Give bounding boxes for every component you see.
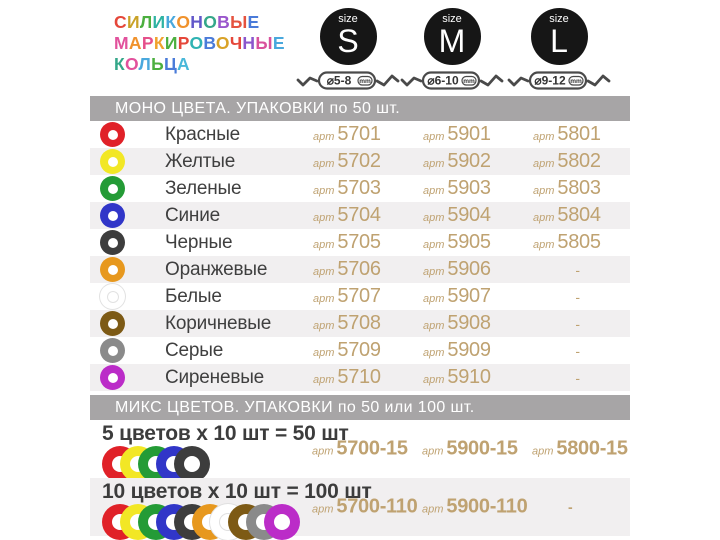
article-number: 5904 — [447, 204, 491, 226]
article-prefix: арт — [423, 239, 445, 251]
diameter-range-label: ⌀5-8 — [326, 73, 352, 88]
article-prefix: арт — [533, 212, 555, 224]
article-prefix: арт — [313, 320, 335, 332]
ring-cell — [90, 203, 165, 228]
article-number: 5706 — [337, 258, 381, 280]
mix-row-title: 5 цветов x 10 шт = 50 шт — [102, 422, 349, 445]
article-cell-size-m — [415, 285, 525, 308]
article-cell-size-m — [415, 231, 525, 254]
article-prefix: арт — [312, 503, 334, 516]
table-row — [90, 364, 630, 391]
color-ring-icon — [100, 176, 125, 201]
article-cell-size-m — [422, 496, 532, 519]
size-circle-icon — [531, 8, 588, 65]
color-ring-icon — [100, 311, 125, 336]
article-cell-size-l — [525, 262, 630, 278]
article-prefix: арт — [423, 185, 445, 197]
size-word-label: size — [338, 13, 358, 25]
article-number: 5910 — [447, 366, 491, 388]
article-number: 5700-110 — [336, 495, 418, 518]
article-cell-size-l — [568, 499, 673, 515]
article-cell-size-s — [305, 366, 415, 389]
article-prefix: арт — [313, 239, 335, 251]
color-ring-icon — [174, 446, 210, 482]
article-number: 5707 — [337, 285, 381, 307]
mix-row — [90, 478, 630, 536]
color-name: Желтые — [165, 150, 236, 172]
article-prefix: арт — [313, 293, 335, 305]
article-number: 5703 — [337, 177, 381, 199]
article-number: 5905 — [447, 231, 491, 253]
color-name: Серые — [165, 339, 224, 361]
article-cell-size-s — [312, 496, 422, 519]
article-number: 5802 — [557, 150, 601, 172]
color-ring-icon — [100, 203, 125, 228]
size-letter-label: S — [337, 23, 359, 59]
article-number: - — [575, 369, 580, 386]
article-prefix: арт — [533, 185, 555, 197]
article-prefix: арт — [423, 158, 445, 170]
table-row — [90, 337, 630, 364]
size-circle-icon — [320, 8, 377, 65]
article-prefix: арт — [423, 320, 445, 332]
article-number: 5902 — [447, 150, 491, 172]
article-number: 5803 — [557, 177, 601, 199]
ring-cell — [90, 230, 165, 255]
size-letter-label: M — [438, 23, 466, 59]
mix-row — [90, 420, 630, 478]
color-name: Синие — [165, 204, 221, 226]
article-cell-size-l — [525, 343, 630, 359]
article-number: 5903 — [447, 177, 491, 199]
article-cell-size-m — [415, 177, 525, 200]
diameter-range-label: ⌀6-10 — [427, 73, 459, 88]
article-prefix: арт — [423, 266, 445, 278]
article-cell-size-l — [525, 231, 630, 254]
article-prefix: арт — [313, 212, 335, 224]
color-ring-icon — [264, 504, 300, 540]
table-row — [90, 148, 630, 175]
article-number: 5909 — [447, 339, 491, 361]
color-name: Белые — [165, 285, 222, 307]
article-cell-size-l — [525, 150, 630, 173]
color-ring-icon — [100, 257, 125, 282]
article-number: 5907 — [447, 285, 491, 307]
article-cell-size-m — [415, 123, 525, 146]
article-number: 5705 — [337, 231, 381, 253]
size-word-label: size — [442, 13, 462, 25]
article-number: 5709 — [337, 339, 381, 361]
article-cell-size-s — [305, 285, 415, 308]
ring-cell — [90, 338, 165, 363]
mono-section — [90, 96, 630, 391]
article-prefix: арт — [533, 158, 555, 170]
article-prefix: арт — [533, 239, 555, 251]
diameter-unit-label: mm — [463, 78, 475, 85]
article-number: 5701 — [337, 123, 381, 145]
ring-cell — [90, 311, 165, 336]
article-number: 5900-110 — [446, 495, 528, 518]
article-prefix: арт — [313, 158, 335, 170]
article-prefix: арт — [313, 185, 335, 197]
article-cell-size-l — [525, 204, 630, 227]
color-name: Коричневые — [165, 312, 272, 334]
diameter-unit-label: mm — [570, 78, 582, 85]
diameter-unit-label: mm — [359, 78, 371, 85]
mono-section-header: МОНО ЦВЕТА. УПАКОВКИ по 50 шт. — [90, 96, 630, 121]
wire-diameter-icon — [400, 69, 504, 92]
article-cell-size-s — [312, 438, 422, 461]
article-cell-size-m — [422, 438, 532, 461]
article-cell-size-l — [525, 123, 630, 146]
color-name: Зеленые — [165, 177, 242, 199]
article-number: 5804 — [557, 204, 601, 226]
article-cell-size-l — [525, 289, 630, 305]
article-cell-size-m — [415, 366, 525, 389]
article-cell-size-s — [305, 231, 415, 254]
article-cell-size-s — [305, 150, 415, 173]
article-number: 5702 — [337, 150, 381, 172]
article-number: 5700-15 — [336, 437, 408, 460]
article-prefix: арт — [422, 503, 444, 516]
article-number: - — [575, 261, 580, 278]
article-prefix: арт — [313, 347, 335, 359]
color-ring-icon — [100, 122, 125, 147]
table-row — [90, 256, 630, 283]
diameter-range-label: ⌀9-12 — [534, 73, 566, 88]
color-name: Оранжевые — [165, 258, 268, 280]
table-row — [90, 283, 630, 310]
article-cell-size-l — [525, 177, 630, 200]
article-prefix: арт — [313, 266, 335, 278]
page-title: СИЛИКОНОВЫЕ МАРКИРОВОЧНЫЕ КОЛЬЦА — [114, 12, 285, 74]
mix-row-title: 10 цветов x 10 шт = 100 шт — [102, 480, 372, 503]
article-cell-size-s — [305, 204, 415, 227]
article-cell-size-m — [415, 312, 525, 335]
color-ring-icon — [100, 149, 125, 174]
article-number: 5708 — [337, 312, 381, 334]
article-cell-size-s — [305, 123, 415, 146]
article-prefix: арт — [313, 131, 335, 143]
size-badge — [296, 8, 400, 92]
article-prefix: арт — [423, 212, 445, 224]
wire-diameter-icon — [296, 69, 400, 92]
mono-rows — [90, 121, 630, 391]
article-number: - — [575, 315, 580, 332]
article-number: - — [575, 342, 580, 359]
article-number: - — [568, 499, 573, 515]
article-prefix: арт — [533, 131, 555, 143]
article-cell-size-l — [532, 438, 637, 461]
ring-cell — [90, 365, 165, 390]
article-cell-size-m — [415, 150, 525, 173]
article-prefix: арт — [422, 445, 444, 458]
color-name: Сиреневые — [165, 366, 265, 388]
color-ring-icon — [100, 284, 125, 309]
color-ring-icon — [100, 338, 125, 363]
article-prefix: арт — [532, 445, 554, 458]
article-number: 5704 — [337, 204, 381, 226]
ring-cell — [90, 122, 165, 147]
article-number: 5801 — [557, 123, 601, 145]
article-prefix: арт — [423, 374, 445, 386]
article-cell-size-l — [525, 370, 630, 386]
size-letter-label: L — [550, 23, 568, 59]
color-ring-icon — [100, 365, 125, 390]
article-cell-size-s — [305, 339, 415, 362]
table-row — [90, 310, 630, 337]
article-number: 5901 — [447, 123, 491, 145]
size-circle-icon — [424, 8, 481, 65]
article-number: 5906 — [447, 258, 491, 280]
article-cell-size-s — [305, 258, 415, 281]
article-number: 5805 — [557, 231, 601, 253]
color-ring-icon — [100, 230, 125, 255]
article-cell-size-m — [415, 339, 525, 362]
article-number: 5710 — [337, 366, 381, 388]
article-number: - — [575, 288, 580, 305]
article-prefix: арт — [423, 293, 445, 305]
article-number: 5908 — [447, 312, 491, 334]
ring-cell — [90, 149, 165, 174]
mix-section-header: МИКС ЦВЕТОВ. УПАКОВКИ по 50 или 100 шт. — [90, 395, 630, 420]
article-prefix: арт — [423, 347, 445, 359]
article-number: 5900-15 — [446, 437, 518, 460]
size-badge — [507, 8, 611, 92]
color-name: Красные — [165, 123, 241, 145]
table-row — [90, 202, 630, 229]
article-cell-size-m — [415, 204, 525, 227]
color-name: Черные — [165, 231, 233, 253]
table-row — [90, 175, 630, 202]
article-number: 5800-15 — [556, 437, 628, 460]
table-row — [90, 121, 630, 148]
size-word-label: size — [549, 13, 569, 25]
wire-diameter-icon — [507, 69, 611, 92]
ring-cell — [90, 284, 165, 309]
ring-cell — [90, 257, 165, 282]
table-row — [90, 229, 630, 256]
article-cell-size-s — [305, 312, 415, 335]
ring-cell — [90, 176, 165, 201]
article-cell-size-s — [305, 177, 415, 200]
mix-section — [90, 395, 630, 536]
article-prefix: арт — [423, 131, 445, 143]
article-prefix: арт — [313, 374, 335, 386]
mix-rows — [90, 420, 630, 536]
article-cell-size-l — [525, 316, 630, 332]
article-cell-size-m — [415, 258, 525, 281]
article-prefix: арт — [312, 445, 334, 458]
size-badge — [400, 8, 504, 92]
